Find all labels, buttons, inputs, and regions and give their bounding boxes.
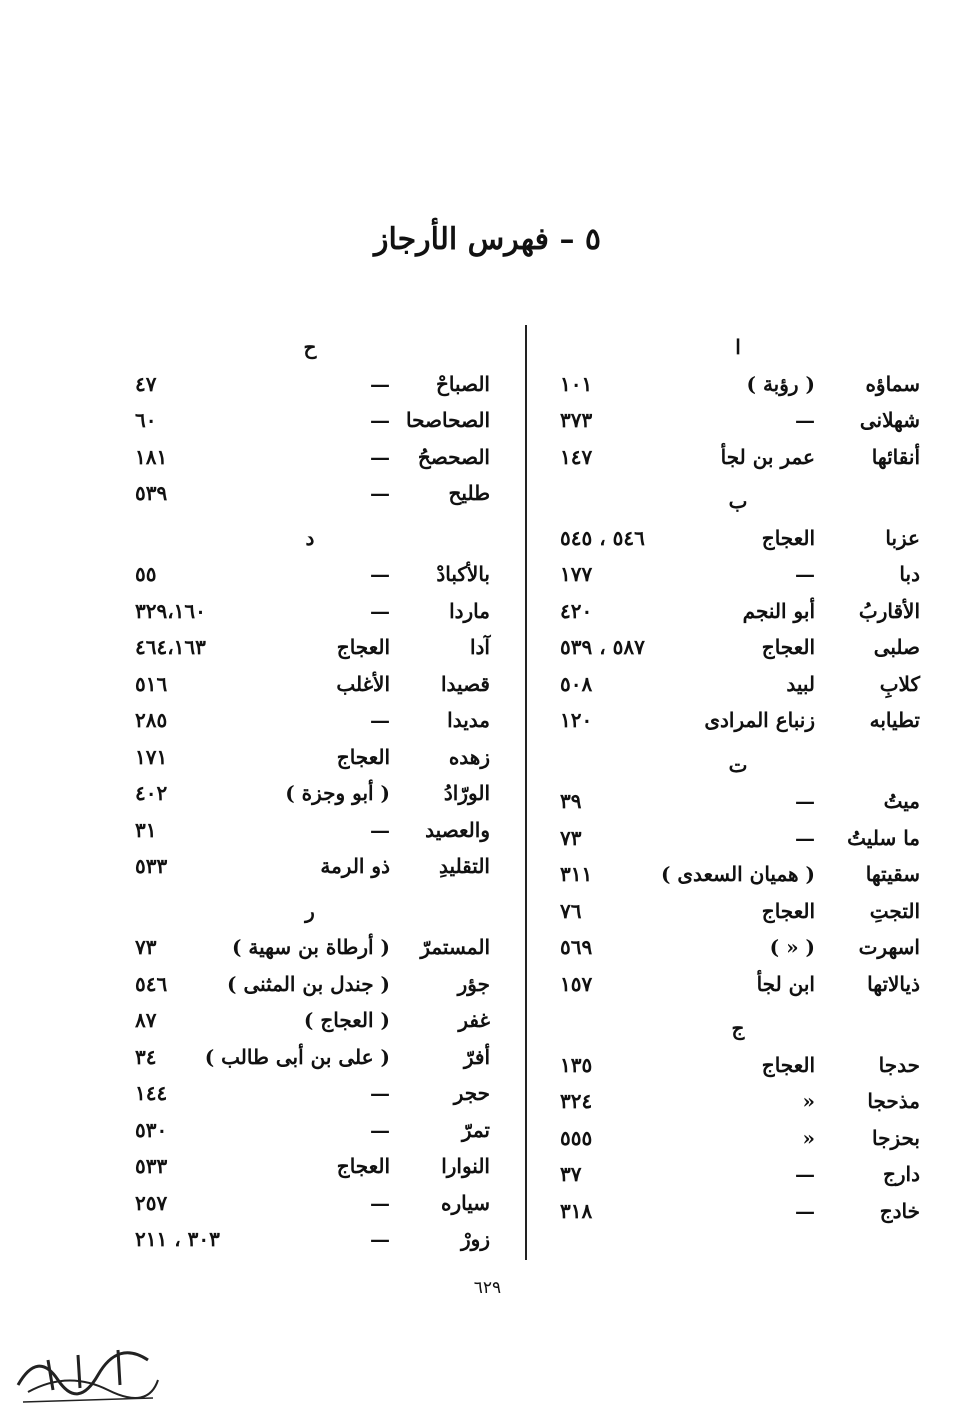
page-refs: ٣٩ (560, 789, 582, 813)
rajaz-word: أفرّ (463, 1044, 490, 1069)
poet-name: — (370, 598, 390, 623)
poet-name: — (370, 371, 390, 396)
index-entry (135, 705, 490, 735)
page-refs: ٣١٨ (560, 1198, 593, 1223)
rajaz-word: تمرّ (461, 1117, 490, 1142)
page-refs: ٥١٦ (135, 671, 168, 696)
index-entry (135, 405, 490, 435)
poet-name: ( رؤبة ) (746, 371, 815, 396)
rajaz-word: سقيتها (865, 862, 920, 886)
poet-name: — (370, 708, 390, 732)
poet-name: — (795, 1162, 815, 1186)
rajaz-word: ما سليتُ (847, 825, 920, 850)
index-entry (135, 815, 490, 845)
rajaz-word: المستمرّ (420, 935, 490, 959)
poet-name: — (370, 1081, 390, 1105)
poet-name: ابن لجأ (756, 971, 815, 996)
rajaz-word: الصباحْ (435, 371, 490, 396)
poet-name: — (370, 1227, 390, 1251)
page-refs: ٣١ (135, 817, 157, 842)
page-refs: ٥٣٣ (135, 1154, 168, 1178)
poet-name: ( أرطاة بن سهية ) (231, 935, 390, 959)
poet-name: — (370, 562, 390, 586)
poet-name: ( جندل بن المثنى ) (227, 971, 390, 996)
index-entry (135, 969, 490, 999)
poet-name: العجاج (761, 898, 815, 923)
section-letter: ب (728, 489, 748, 513)
rajaz-word: شهلانى (859, 408, 920, 432)
poet-name: — (370, 1190, 390, 1215)
rajaz-word: النوارا (441, 1154, 490, 1178)
section-letter: ر (305, 898, 315, 923)
poet-name: العجاج (336, 744, 390, 769)
index-entry (135, 742, 490, 772)
poet-name: — (370, 481, 390, 505)
rajaz-word: الأقاربُ (858, 598, 920, 623)
index-entry (135, 778, 490, 808)
rajaz-word: صلبى (873, 635, 920, 659)
page-refs: ٥٣٠ (135, 1117, 168, 1142)
page-refs: ٤٠٢ (135, 781, 168, 805)
page-refs: ٥٣٩ (135, 481, 168, 505)
section-letter: ت (728, 752, 748, 777)
rajaz-word: أنقائها (871, 444, 920, 469)
page-refs: ٢٨٥ (135, 708, 168, 732)
rajaz-word: والعصيد (425, 817, 490, 842)
page-refs: ٣٢٤ (560, 1089, 593, 1113)
poet-name: — (795, 408, 815, 432)
poet-name: — (370, 1117, 390, 1142)
page-refs: ٣٧ (560, 1162, 582, 1186)
page-refs: ١٨١ (135, 444, 168, 469)
page-refs: ١٧١ (135, 744, 168, 769)
index-entry (135, 1115, 490, 1145)
page-refs: ٣٧٣ (560, 408, 593, 432)
index-entry (135, 596, 490, 626)
rajaz-word: خادج (879, 1198, 920, 1223)
rajaz-word: الصحصحُ (417, 444, 490, 469)
page-refs: ١٣٥ (560, 1052, 593, 1077)
poet-name: أبو النجم (742, 598, 815, 623)
poet-name: العجاج (336, 1154, 390, 1178)
poet-name: ( أبو وجزة ) (285, 781, 390, 805)
rajaz-word: كلابِ (879, 671, 920, 696)
rajaz-word: سماؤه (865, 371, 920, 396)
rajaz-word: آدا (469, 635, 490, 659)
page-refs: ٣٤ (135, 1044, 157, 1069)
page-refs: ٢٥٧ (135, 1190, 168, 1215)
poet-name: « (802, 1089, 815, 1113)
poet-name: — (795, 562, 815, 586)
poet-name: العجاج (761, 635, 815, 659)
poet-name: العجاج (761, 1052, 815, 1077)
rajaz-word: التقليدِ (439, 854, 490, 878)
page-refs: ١٢٠ (560, 708, 593, 732)
index-entry (135, 1078, 490, 1108)
rajaz-word: قصيدا (441, 671, 490, 696)
index-entry (135, 1005, 490, 1035)
page-refs: ٤٧ (135, 371, 157, 396)
page-refs: ٥٤٦ (135, 971, 168, 996)
rajaz-word: مديدا (447, 708, 490, 732)
poet-name: عمر بن لجأ (720, 444, 815, 469)
index-entry (135, 559, 490, 589)
page-number: ٦٢٩ (473, 1278, 502, 1298)
section-letter: ا (735, 335, 741, 359)
index-entry (135, 1188, 490, 1218)
page-refs: ٤٢٠ (560, 598, 593, 623)
page-refs: ٦٠ (135, 408, 157, 432)
page-refs: ٧٣ (560, 825, 582, 850)
page-refs: ١٤٧ (560, 444, 593, 469)
poet-name: ( هميان السعدى ) (660, 862, 815, 886)
page-title: ٥ – فهرس الأرجاز (373, 222, 602, 257)
poet-name: العجاج (761, 525, 815, 550)
rajaz-word: اسهرت (858, 935, 920, 959)
rajaz-word: زورْ (461, 1227, 490, 1251)
index-entry (135, 932, 490, 962)
poet-name: — (795, 789, 815, 813)
page-refs: ٥٥٥ (560, 1125, 593, 1150)
page-refs: ٧٦ (560, 898, 582, 923)
page-refs: ٥٨٧ ، ٥٣٩ (560, 635, 645, 659)
poet-name: — (370, 444, 390, 469)
page-refs: ١٧٧ (560, 562, 593, 586)
index-entry (135, 442, 490, 472)
rajaz-word: عزبا (885, 525, 920, 550)
poet-name: — (795, 1198, 815, 1223)
index-entry (135, 1151, 490, 1181)
page-refs: ٥٥ (135, 562, 157, 586)
page-refs: ٨٧ (135, 1008, 157, 1032)
page-refs: ٣٠٣ ، ٢١١ (135, 1227, 220, 1251)
rajaz-word: ماردا (449, 598, 490, 623)
rajaz-word: غفر (458, 1008, 490, 1032)
index-entry (135, 1042, 490, 1072)
poet-name: — (795, 825, 815, 850)
rajaz-word: ذيالاتها (867, 971, 920, 996)
rajaz-word: الصحاصحا (406, 408, 490, 432)
rajaz-word: حدجا (878, 1052, 920, 1077)
rajaz-word: طليح (448, 481, 490, 505)
rajaz-word: مذحجا (867, 1089, 920, 1113)
page-refs: ١٥٧ (560, 971, 593, 996)
rajaz-word: سياره (440, 1190, 490, 1215)
page-refs: ١٠١ (560, 371, 593, 396)
index-entry (135, 669, 490, 699)
poet-name: ( على بن أبى طالب ) (204, 1044, 390, 1069)
rajaz-word: بالأكبادْ (436, 562, 490, 586)
rajaz-word: بحزجا (872, 1125, 920, 1150)
rajaz-word: زهده (448, 744, 490, 769)
poet-name: ( العجاج ) (303, 1008, 390, 1032)
index-entry (135, 1224, 490, 1254)
page-refs: ٥٣٣ (135, 854, 168, 878)
poet-name: ذو الرمة (320, 854, 390, 878)
poet-name: الأغلب (336, 671, 390, 696)
index-entry (135, 478, 490, 508)
page-refs: ٣١١ (560, 862, 593, 886)
index-entry (135, 632, 490, 662)
section-letter: د (305, 525, 315, 550)
rajaz-word: التجتِ (869, 898, 920, 923)
poet-name: ( « ) (769, 935, 815, 959)
poet-name: العجاج (336, 635, 390, 659)
rajaz-word: حجر (453, 1081, 490, 1105)
rajaz-word: الورّادُ (443, 781, 490, 805)
rajaz-word: دارج (882, 1162, 920, 1186)
page-refs: ٥٠٨ (560, 671, 593, 696)
rajaz-word: جؤر (457, 971, 490, 996)
page-refs: ٣٢٩،١٦٠ (135, 598, 206, 623)
page-refs: ٥٤٦ ، ٥٤٥ (560, 525, 645, 550)
page-refs: ١٤٤ (135, 1081, 168, 1105)
poet-name: — (370, 408, 390, 432)
poet-name: زنباع المرادى (704, 708, 815, 732)
rajaz-word: ميتُ (883, 789, 920, 813)
poet-name: — (370, 817, 390, 842)
poet-name: لبيد (786, 671, 815, 696)
rajaz-word: دبا (899, 562, 920, 586)
page-refs: ٤٦٤،١٦٣ (135, 635, 206, 659)
library-seal-logo (8, 1330, 168, 1410)
section-letter: ح (303, 335, 317, 359)
rajaz-word: تطيابه (869, 708, 920, 732)
page-refs: ٥٦٩ (560, 935, 593, 959)
index-entry (135, 851, 490, 881)
section-letter: ج (731, 1016, 745, 1040)
poet-name: « (802, 1125, 815, 1150)
index-entry (135, 369, 490, 399)
page-refs: ٧٣ (135, 935, 157, 959)
